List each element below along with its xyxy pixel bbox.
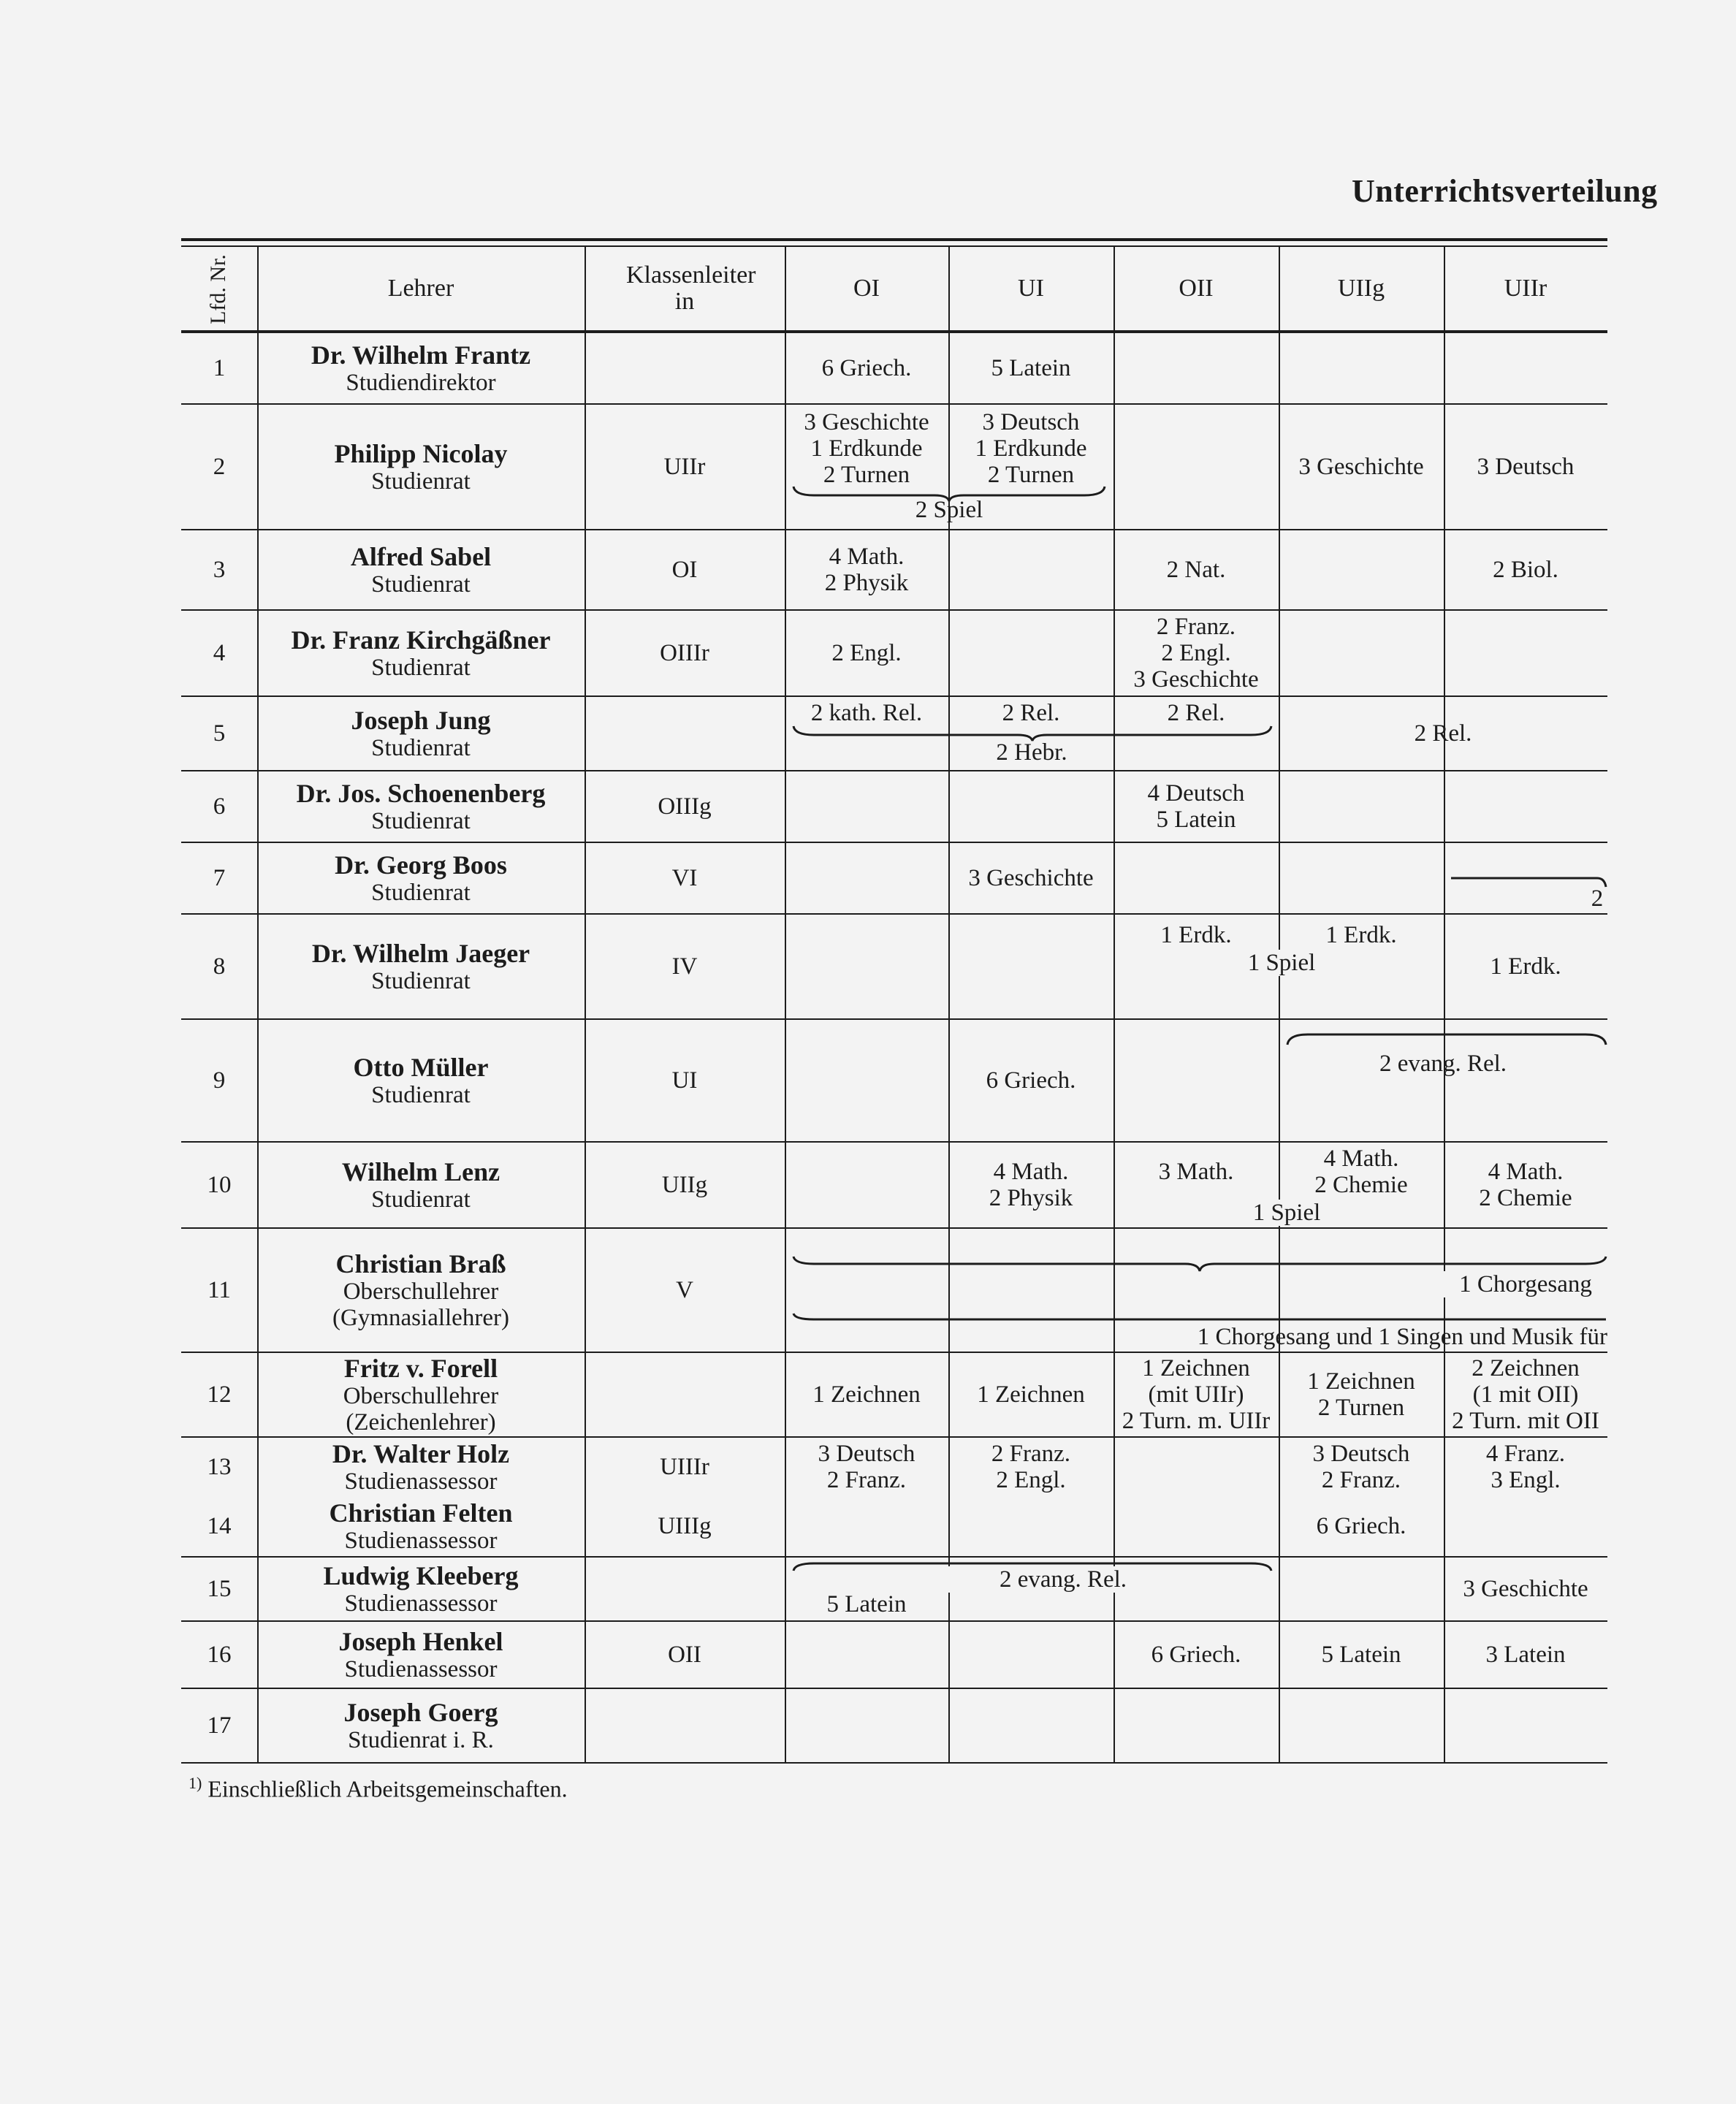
- teacher-cell: [257, 611, 585, 695]
- teacher-rank: Studienrat: [371, 968, 471, 994]
- span-entry: 2 Spiel: [915, 497, 983, 523]
- teacher-name: Philipp Nicolay: [334, 439, 508, 468]
- entry: 2 Rel.: [1167, 700, 1225, 726]
- teacher-name: Alfred Sabel: [350, 542, 492, 571]
- klassenleiter-value: UI: [671, 1067, 698, 1094]
- row-nr: 11: [208, 1277, 231, 1303]
- teacher-name: Otto Müller: [353, 1053, 489, 1082]
- entry-line: 2 Franz.: [826, 1467, 907, 1493]
- entry: 6 Griech.: [1151, 1642, 1241, 1668]
- klassenleiter-value: OI: [671, 557, 698, 583]
- teacher-cell: [257, 530, 585, 609]
- entry: 1 Erdk.: [1160, 922, 1232, 948]
- entry: 1 Erdk.: [1490, 953, 1561, 980]
- header-uiig: UIIg: [1337, 275, 1385, 302]
- entry: 6 Griech.: [1316, 1513, 1406, 1539]
- teacher-name: Fritz v. Forell: [343, 1354, 498, 1383]
- header-uiir: UIIr: [1504, 275, 1547, 302]
- klassenleiter-value: OII: [668, 1642, 701, 1668]
- entry-line: 5 Latein: [1156, 807, 1236, 833]
- teacher-rank: Studienrat: [371, 468, 471, 495]
- teacher-cell: [257, 771, 585, 842]
- teacher-name: Christian Felten: [329, 1498, 513, 1528]
- entry: 2 kath. Rel.: [810, 700, 923, 726]
- teacher-rank: Studienrat: [371, 808, 471, 834]
- span-entry: 2 evang. Rel.: [948, 1566, 1178, 1593]
- row-rule: [181, 1762, 1607, 1764]
- teacher-name: Dr. Walter Holz: [332, 1439, 510, 1468]
- entry-line: 2 Franz.: [1156, 614, 1236, 640]
- entry: 2 Nat.: [1166, 557, 1226, 583]
- teacher-cell: [257, 1558, 585, 1620]
- teacher-rank-detail: (Gymnasiallehrer): [332, 1305, 509, 1331]
- entry: 2 evang. Rel.: [1379, 1051, 1507, 1077]
- entry-line: 4 Deutsch: [1147, 780, 1245, 807]
- row-nr: 10: [207, 1172, 232, 1198]
- entry-line: 2 Physik: [989, 1185, 1073, 1211]
- entry-line: 2 Franz.: [1321, 1467, 1401, 1493]
- span-entry: 2 Hebr.: [996, 739, 1067, 766]
- entry: 3 Geschichte: [1463, 1576, 1588, 1602]
- entry-line: 2 Chemie: [1314, 1172, 1408, 1198]
- span-entry: 1 Chorgesang: [1444, 1271, 1607, 1297]
- entry-line: 3 Deutsch: [1312, 1441, 1410, 1467]
- teacher-rank: Studienassessor: [344, 1528, 498, 1554]
- row-nr: 13: [207, 1454, 232, 1480]
- entry: 5 Latein: [991, 355, 1071, 381]
- entry-line: 2 Franz.: [991, 1441, 1071, 1467]
- entry-line: 4 Math.: [993, 1159, 1069, 1185]
- teacher-rank-detail: (Zeichenlehrer): [346, 1409, 496, 1436]
- brace: [1451, 875, 1607, 890]
- row-nr: 16: [207, 1642, 232, 1668]
- teacher-cell: [257, 843, 585, 913]
- span-entry: 1 Chorgesang und 1 Singen und Musik für: [1197, 1324, 1607, 1350]
- klassenleiter-value: UIIIg: [658, 1513, 712, 1539]
- row-nr: 8: [213, 953, 226, 980]
- entry: 2 Rel.: [1002, 700, 1060, 726]
- entry: 3 Geschichte: [968, 865, 1094, 891]
- entry-line: 1 Zeichnen: [1307, 1368, 1415, 1395]
- entry: [1279, 1353, 1444, 1436]
- teacher-cell: [257, 1353, 585, 1436]
- entry-line: 3 Geschichte: [804, 409, 929, 435]
- entry: 3 Math.: [1158, 1159, 1234, 1185]
- page-title: Unterrichtsverteilung: [1352, 173, 1658, 209]
- entry: 3 Geschichte: [1298, 454, 1424, 480]
- klassenleiter-value: UIIIr: [660, 1454, 709, 1480]
- header-klassenleiter: [585, 247, 785, 330]
- entry: [948, 1438, 1113, 1496]
- footnote: [189, 1774, 568, 1803]
- teacher-cell: [257, 915, 585, 1018]
- teacher-rank: Studienassessor: [344, 1468, 498, 1495]
- entry: [1113, 1353, 1279, 1436]
- entry: 6 Griech.: [821, 355, 912, 381]
- entry: 5 Latein: [826, 1591, 907, 1617]
- header-oi: OI: [853, 275, 880, 302]
- teacher-name: Christian Braß: [335, 1249, 506, 1278]
- footnote-text: Einschließlich Arbeitsgemeinschaften.: [208, 1775, 568, 1802]
- entry: 5 Latein: [1321, 1642, 1401, 1668]
- teacher-cell: [257, 697, 585, 770]
- teacher-rank: Studienrat: [371, 1186, 471, 1213]
- teacher-rank: Studiendirektor: [346, 370, 496, 396]
- entry: [1113, 611, 1279, 695]
- teacher-cell: [257, 333, 585, 403]
- entry: [1279, 1143, 1444, 1201]
- row-nr: 1: [213, 355, 226, 381]
- teacher-rank: Studienrat: [371, 1082, 471, 1108]
- unterrichtsverteilung-table: [181, 238, 1607, 1765]
- teacher-name: Joseph Goerg: [343, 1698, 498, 1727]
- entry: [1444, 1353, 1607, 1436]
- teacher-rank: Studienrat: [371, 735, 471, 761]
- teacher-cell: [257, 1020, 585, 1141]
- teacher-cell: [257, 405, 585, 529]
- row-nr: 3: [213, 557, 226, 583]
- entry: [948, 1143, 1113, 1227]
- klassenleiter-value: IV: [671, 953, 698, 980]
- row-nr: 2: [213, 454, 226, 480]
- entry-line: 2 Turn. m. UIIr: [1122, 1408, 1271, 1434]
- entry-line: 2 Physik: [824, 570, 909, 596]
- header-nr: Lfd. Nr.: [206, 254, 230, 324]
- teacher-cell: [257, 1689, 585, 1762]
- row-nr: 9: [213, 1067, 226, 1094]
- footnote-marker: 1): [189, 1774, 202, 1792]
- entry-line: 3 Deutsch: [982, 409, 1080, 435]
- row-nr: 15: [207, 1576, 232, 1602]
- entry-line: 2 Zeichnen: [1472, 1355, 1580, 1381]
- entry-line: 4 Math.: [1488, 1159, 1564, 1185]
- row-nr: 6: [213, 793, 226, 820]
- klassenleiter-value: UIIr: [663, 454, 706, 480]
- entry: [1444, 1438, 1607, 1496]
- entry: [785, 1438, 948, 1496]
- row-nr: 5: [213, 720, 226, 747]
- header-lehrer: Lehrer: [387, 275, 454, 302]
- teacher-name: Ludwig Kleeberg: [323, 1561, 519, 1590]
- entry: 2 Engl.: [831, 640, 902, 666]
- teacher-name: Dr. Wilhelm Frantz: [311, 340, 531, 370]
- entry-line: 4 Math.: [1323, 1146, 1399, 1172]
- entry-line: 1 Zeichnen: [1142, 1355, 1250, 1381]
- entry-line: 2 Engl.: [1161, 640, 1231, 666]
- entry: [948, 405, 1113, 492]
- entry-line: 3 Engl.: [1491, 1467, 1561, 1493]
- header-ui: UI: [1018, 275, 1044, 302]
- row-nr: 7: [213, 865, 226, 891]
- teacher-cell: [257, 1438, 585, 1496]
- entry: [785, 530, 948, 609]
- teacher-name: Dr. Franz Kirchgäßner: [291, 625, 551, 655]
- entry: 2 Biol.: [1493, 557, 1558, 583]
- entry: 2 Rel.: [1414, 720, 1472, 747]
- row-nr: 17: [207, 1712, 232, 1739]
- entry-line: 2 Turn. mit OII: [1452, 1408, 1599, 1434]
- teacher-rank: Studienrat: [371, 571, 471, 598]
- klassenleiter-value: OIIIg: [658, 793, 712, 820]
- teacher-rank: Oberschullehrer: [343, 1383, 499, 1409]
- entry: [785, 405, 948, 492]
- teacher-rank: Studienassessor: [344, 1656, 498, 1682]
- entry-line: 4 Math.: [829, 544, 905, 570]
- entry-line: 2 Turnen: [823, 462, 910, 488]
- klassenleiter-value: V: [676, 1277, 693, 1303]
- row-nr: 12: [207, 1381, 232, 1408]
- teacher-rank: Studienrat: [371, 655, 471, 681]
- top-rule: [181, 238, 1607, 241]
- col-divider: [1113, 247, 1115, 1762]
- teacher-cell: [257, 1622, 585, 1688]
- teacher-name: Joseph Jung: [351, 706, 491, 735]
- teacher-cell: [257, 1143, 585, 1227]
- entry-line: 2 Turnen: [987, 462, 1075, 488]
- entry-line: 3 Geschichte: [1133, 666, 1259, 693]
- entry: 3 Deutsch: [1477, 454, 1575, 480]
- header-oii: OII: [1179, 275, 1214, 302]
- entry: 6 Griech.: [986, 1067, 1076, 1094]
- entry: [1279, 1438, 1444, 1496]
- teacher-rank: Oberschullehrer: [343, 1278, 499, 1305]
- teacher-name: Dr. Wilhelm Jaeger: [311, 939, 530, 968]
- entry: 3 Latein: [1485, 1642, 1566, 1668]
- entry-line: 1 Erdkunde: [975, 435, 1087, 462]
- entry-line: 2 Engl.: [996, 1467, 1066, 1493]
- teacher-rank: Studienassessor: [344, 1590, 498, 1617]
- entry-line: 1 Erdkunde: [810, 435, 923, 462]
- entry: [1444, 1143, 1607, 1227]
- teacher-rank: Studienrat i. R.: [348, 1727, 494, 1753]
- entry-line: 2 Turnen: [1317, 1395, 1405, 1421]
- header-klassenleiter-text: Klassenleiter in: [626, 262, 756, 315]
- row-nr: 14: [207, 1513, 232, 1539]
- teacher-name: Joseph Henkel: [338, 1627, 503, 1656]
- entry-line: (1 mit OII): [1472, 1381, 1579, 1408]
- teacher-cell: [257, 1229, 585, 1352]
- entry: [1113, 771, 1279, 842]
- entry-line: 3 Deutsch: [818, 1441, 915, 1467]
- klassenleiter-value: OIIIr: [660, 640, 709, 666]
- entry-line: 2 Chemie: [1479, 1185, 1572, 1211]
- entry: 2: [1591, 885, 1604, 912]
- entry: 1 Zeichnen: [977, 1381, 1085, 1408]
- row-nr: 4: [213, 640, 226, 666]
- teacher-name: Dr. Georg Boos: [335, 850, 507, 880]
- klassenleiter-value: UIIg: [661, 1172, 708, 1198]
- klassenleiter-value: VI: [671, 865, 698, 891]
- entry-line: (mit UIIr): [1148, 1381, 1244, 1408]
- teacher-cell: [257, 1496, 585, 1556]
- entry: 1 Zeichnen: [812, 1381, 921, 1408]
- entry: 1 Erdk.: [1325, 922, 1397, 948]
- teacher-name: Wilhelm Lenz: [341, 1157, 500, 1186]
- teacher-rank: Studienrat: [371, 880, 471, 906]
- span-entry: 1 Spiel: [1204, 1200, 1369, 1226]
- entry-line: 4 Franz.: [1485, 1441, 1566, 1467]
- span-entry: 1 Spiel: [1187, 950, 1377, 976]
- teacher-name: Dr. Jos. Schoenenberg: [296, 779, 546, 808]
